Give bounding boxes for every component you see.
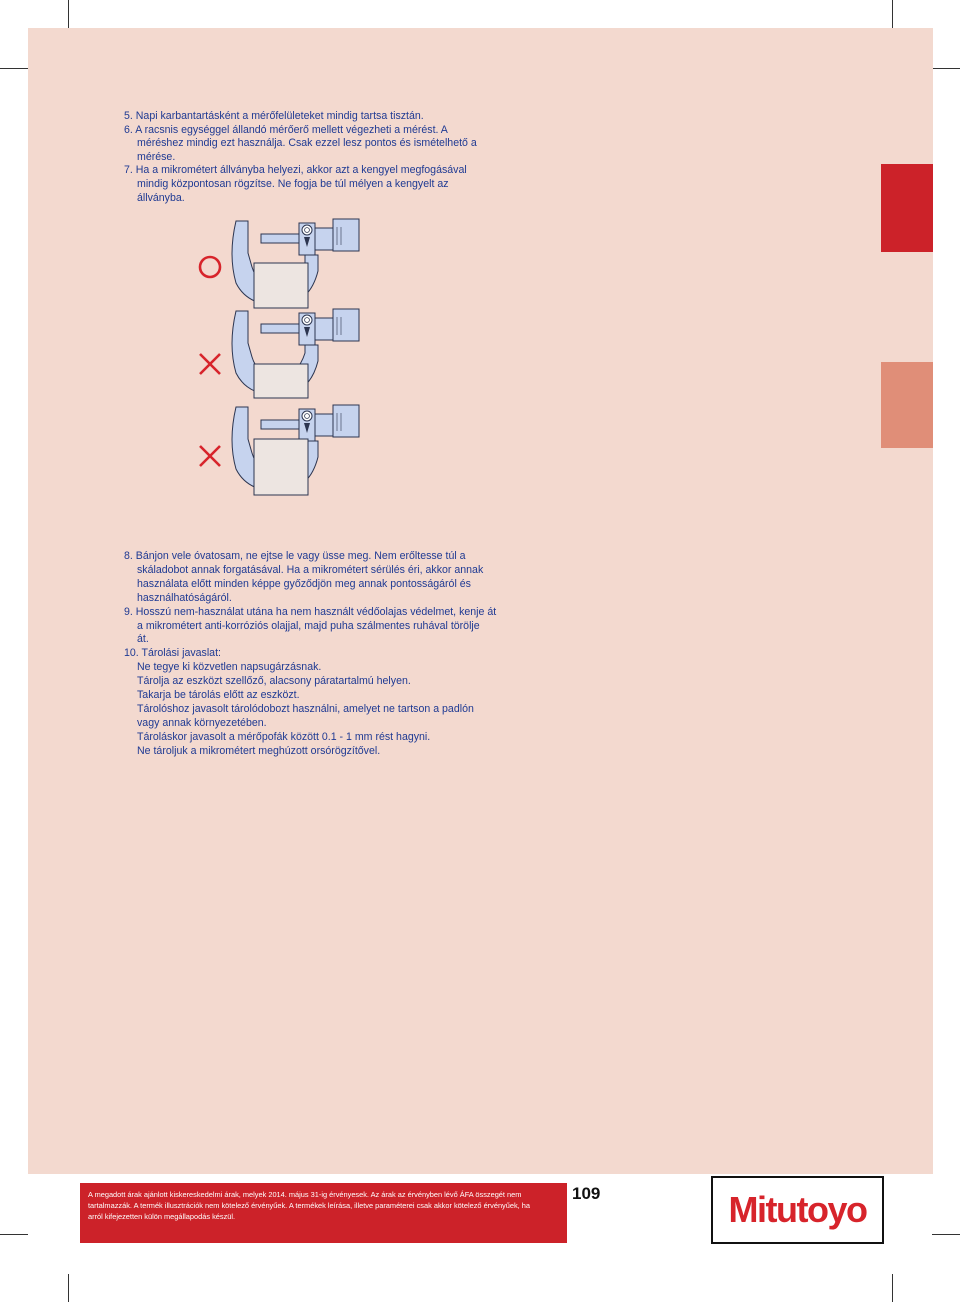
stand-block [254,439,308,495]
instruction-line: Takarja be tárolás előtt az eszközt. [137,689,300,702]
instruction-item-6 [124,123,477,165]
instruction-line: Ne tároljuk a mikrométert meghúzott orsórögzítővel. [137,744,381,757]
instruction-line: használata előtt minden képpe győződjön meg annak pontosságáról és [137,577,471,590]
crop-mark [892,0,893,28]
instruction-line: Ne tegye ki közvetlen napsugárzásnak. [137,661,322,674]
too-shallow-row [200,309,359,398]
instruction-line: 8. Bánjon vele óvatosam, ne ejtse le vagy üsse meg. Nem erőltesse túl a [124,550,466,562]
crop-mark [892,1274,893,1302]
instruction-line: skáladobot annak forgatásával. Ha a mikrométert sérülés éri, akkor annak [137,563,484,576]
crop-mark [0,68,28,69]
too-deep-row [200,405,359,495]
instructions-top [124,110,477,205]
instruction-item-5 [124,110,434,124]
footer-disclaimer: A megadott árak ajánlott kiskereskedelmi árak, melyek 2014. május 31-ig érvényesek. Az árak az érvényben lévő ÁFA összegét nem tartalmazzák. A termék illusztrációk nem kötelező érvényűek. A termékek leírása, illetve paraméterei csak akkor kötelező érvényűek, ha arról kifejezetten külön megállapodás készül. [88,1190,530,1221]
circle-correct-icon [200,257,220,277]
cross-wrong-icon [200,446,220,466]
crop-mark [932,68,960,69]
instruction-line: használhatóságáról. [137,591,232,604]
section-tab-salmon [881,362,933,448]
stand-block [254,263,308,308]
instruction-item-10 [124,647,474,758]
instruction-line: méréshez mindig ezt használja. Csak ezzel lesz pontos és ismételhető a [137,137,477,150]
instruction-line: állványba. [137,191,185,204]
page-number: 109 [572,1184,601,1203]
instruction-line: Tároláskor javasolt a mérőpofák között 0.1 - 1 mm rést hagyni. [137,730,431,743]
mitutoyo-logo [711,1176,884,1244]
instruction-line: Tárolóshoz javasolt tárolódobozt használni, amelyet ne tartson a padlón [137,702,474,715]
instruction-line: vagy annak környezetében. [137,716,267,729]
instruction-item-7 [124,164,467,205]
instruction-line: 10. Tárolási javaslat: [124,647,221,660]
cross-wrong-icon [200,354,220,374]
instruction-item-9 [124,605,497,648]
section-tab-red [881,164,933,252]
correct-mount-row [200,219,359,308]
instruction-item-8 [124,550,484,606]
instruction-line: át. [137,633,149,646]
crop-mark [68,1274,69,1302]
instruction-line: 7. Ha a mikrométert állványba helyezi, akkor azt a kengyel megfogásával [124,164,467,177]
micrometer-mounting-figure [190,215,370,505]
logo-wordmark: Mitutoyo [728,1189,867,1230]
instruction-line: mérése. [137,150,176,163]
instruction-line: Tárolja az eszközt szellőző, alacsony páratartalmú helyen. [137,675,411,688]
instructions-bottom [124,550,497,759]
crop-mark [0,1234,28,1235]
crop-mark [932,1234,960,1235]
instruction-line: 9. Hosszú nem-használat utána ha nem használt védőolajas védelmet, kenje át [124,605,497,618]
instruction-line: a mikrométert anti-korróziós olajjal, majd puha szálmentes ruhával törölje [137,619,480,632]
instruction-line: mindig központosan rögzítse. Ne fogja be túl mélyen a kengyelt az [137,177,449,190]
instruction-line: 5. Napi karbantartásként a mérőfelületeket mindig tartsa tisztán. [124,110,424,122]
crop-mark [68,0,69,28]
instruction-line: 6. A racsnis egységgel állandó mérőerő mellett végezheti a mérést. A [124,123,448,136]
stand-block [254,364,308,398]
